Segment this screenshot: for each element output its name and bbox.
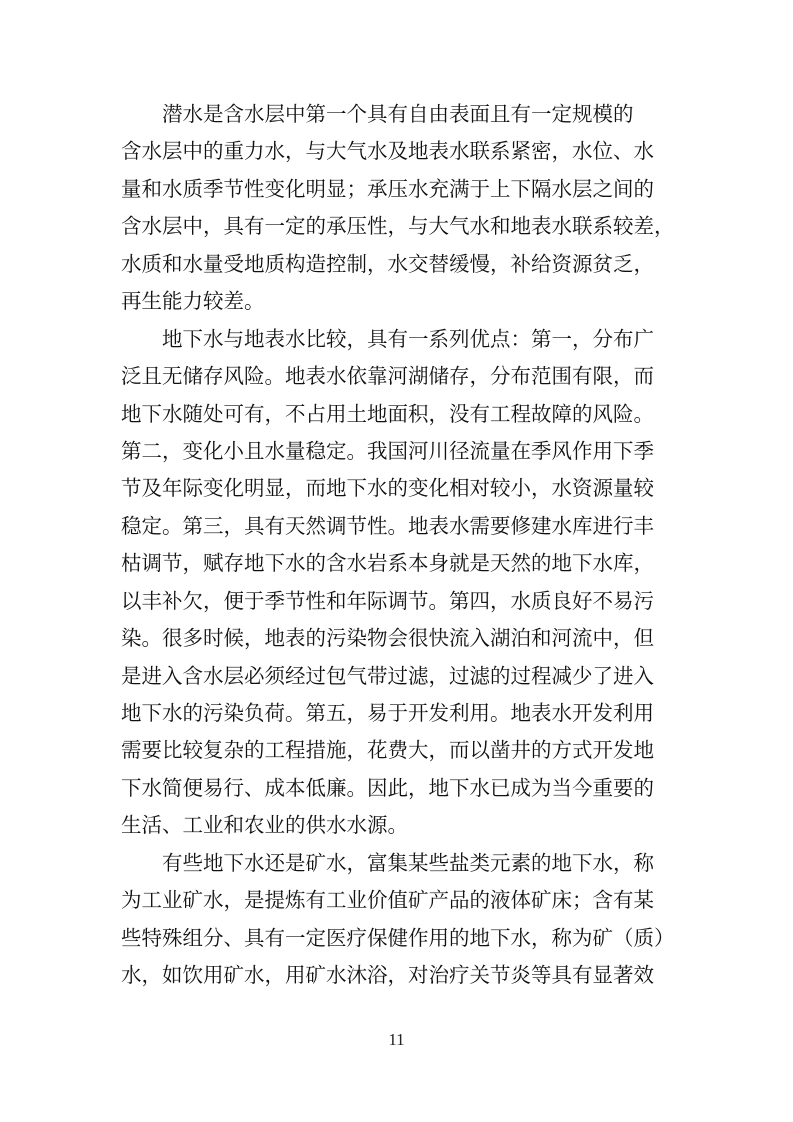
- text-line: 下水简便易行、成本低廉。因此，地下水已成为当今重要的: [121, 775, 654, 800]
- text-line: 枯调节，赋存地下水的含水岩系本身就是天然的地下水库，: [121, 551, 654, 576]
- text-line: 泛且无储存风险。地表水依靠河湖储存，分布范围有限，而: [121, 364, 654, 389]
- text-line: 为工业矿水，是提炼有工业价值矿产品的液体矿床；含有某: [121, 888, 654, 913]
- text-line: 染。很多时候，地表的污染物会很快流入湖泊和河流中，但: [121, 626, 654, 651]
- text-line: 含水层中的重力水，与大气水及地表水联系紧密，水位、水: [121, 139, 654, 164]
- text-line: 地下水与地表水比较，具有一系列优点：第一，分布广: [121, 326, 654, 351]
- text-line: 含水层中，具有一定的承压性，与大气水和地表水联系较差，: [121, 214, 675, 239]
- text-line: 潜水是含水层中第一个具有自由表面且有一定规模的: [121, 102, 634, 126]
- document-body: [121, 96, 673, 995]
- paragraph-1: [121, 96, 673, 321]
- text-line: 些特殊组分、具有一定医疗保健作用的地下水，称为矿（质）: [121, 925, 675, 950]
- text-line: 生活、工业和农业的供水水源。: [121, 813, 408, 838]
- text-line: 以丰补欠，便于季节性和年际调节。第四，水质良好不易污: [121, 588, 654, 613]
- text-line: 量和水质季节性变化明显；承压水充满于上下隔水层之间的: [121, 176, 654, 201]
- text-line: 第二，变化小且水量稳定。我国河川径流量在季风作用下季: [121, 438, 654, 463]
- paragraph-2: [121, 321, 673, 845]
- text-line: 节及年际变化明显，而地下水的变化相对较小，水资源量较: [121, 476, 654, 501]
- paragraph-3: [121, 845, 673, 995]
- text-line: 地下水的污染负荷。第五，易于开发利用。地表水开发利用: [121, 701, 654, 725]
- page-number: 11: [388, 1030, 405, 1049]
- text-line: 地下水随处可有，不占用土地面积，没有工程故障的风险。: [121, 401, 654, 426]
- text-line: 需要比较复杂的工程措施，花费大，而以凿井的方式开发地: [121, 738, 654, 763]
- text-line: 水，如饮用矿水，用矿水沐浴，对治疗关节炎等具有显著效: [121, 963, 654, 988]
- text-line: 水质和水量受地质构造控制，水交替缓慢，补给资源贫乏，: [121, 251, 654, 276]
- text-line: 是进入含水层必须经过包气带过滤，过滤的过程减少了进入: [121, 663, 654, 688]
- text-line: 再生能力较差。: [121, 289, 265, 314]
- text-line: 稳定。第三，具有天然调节性。地表水需要修建水库进行丰: [121, 513, 654, 538]
- text-line: 有些地下水还是矿水，富集某些盐类元素的地下水，称: [121, 850, 654, 875]
